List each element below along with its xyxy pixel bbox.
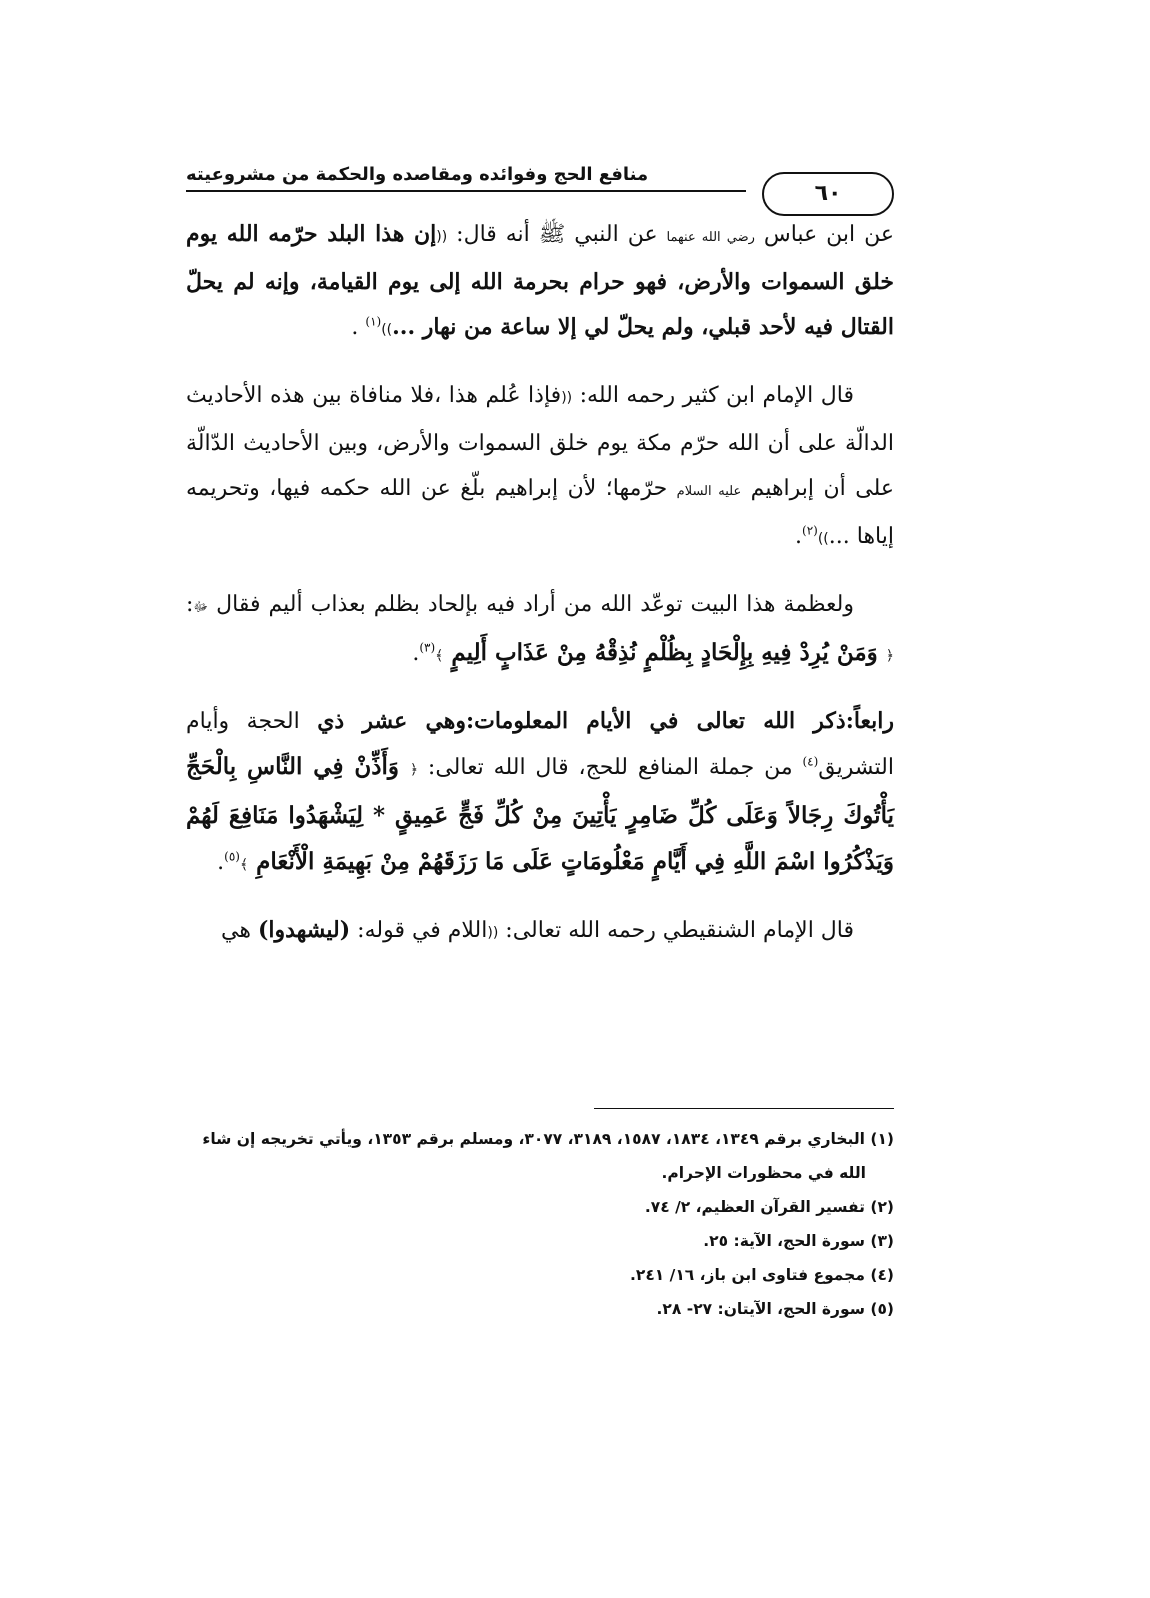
honorific-swt: ﷻ [193, 600, 209, 615]
footnote-ref-3[interactable]: (٣) [419, 640, 436, 655]
footnote-3: (٣) سورة الحج، الآية: ٢٥. [703, 1232, 894, 1250]
footnote-2: (٢) تفسير القرآن العظيم، ٢/ ٧٤. [644, 1198, 894, 1216]
footnote-5: (٥) سورة الحج، الآيتان: ٢٧- ٢٨. [656, 1300, 894, 1318]
paragraph-1: عن ابن عباس رضي الله عنهما عن النبي ﷺ أنه قال: ((إن هذا البلد حرّمه الله يوم خلق السموات والأرض، فهو حرام بحرمة الله إلى يوم القيامة، وإنه لم يحلّ القتال فيه لأحد قبلي، ولم يحلّ لي إلا ساعة من نهار ...))$^{(١)}$ . [186, 221, 894, 340]
quran-verse-1: وَمَنْ يُرِدْ فِيهِ بِإِلْحَادٍ بِظُلْمٍ نُذِقْهُ مِنْ عَذَابٍ أَلِيمٍ [443, 639, 886, 666]
honorific-as: عليه السلام [676, 484, 742, 499]
footnotes [186, 1122, 894, 1326]
footnote-ref-4[interactable]: (٤) [802, 754, 819, 769]
footnote-ref-2[interactable]: (٢) [802, 523, 818, 538]
running-header [186, 160, 894, 206]
footnote-1: (١) البخاري برقم ١٣٤٩، ١٨٣٤، ١٥٨٧، ٣١٨٩، ٣٠٧٧، ومسلم برقم ١٣٥٣، ويأتي تخريجه إن شاء الله في محظورات الإحرام. [202, 1130, 894, 1182]
footnote-4: (٤) مجموع فتاوى ابن باز، ١٦/ ٢٤١. [629, 1266, 894, 1284]
footnote-ref-1[interactable]: (١) [365, 314, 382, 329]
header-rule [186, 190, 746, 192]
main-text [186, 212, 894, 976]
page-number: ٦٠ [762, 172, 894, 216]
honorific-ra: رضي الله عنهما [666, 230, 755, 245]
hadith-quote: إن هذا البلد حرّمه الله يوم خلق السموات والأرض، فهو حرام بحرمة الله إلى يوم القيامة، وإنه لم يحلّ القتال فيه لأحد قبلي، ولم يحلّ لي إلا ساعة من نهار ... [186, 221, 894, 340]
paragraph-4: رابعاً:ذكر الله تعالى في الأيام المعلومات:وهي عشر ذي الحجة وأيام التشريق$^{(٤)}$ من جملة المنافع للحج، قال الله تعالى: ﴿ وَأَذِّنْ فِي النَّاسِ بِالْحَجِّ يَأْتُوكَ رِجَالاً وَعَلَى كُلِّ ضَامِرٍ يَأْتِينَ مِنْ كُلِّ فَجٍّ عَمِيقٍ * لِيَشْهَدُوا مَنَافِعَ لَهُمْ وَيَذْكُرُوا اسْمَ اللَّهِ فِي أَيَّامٍ مَعْلُومَاتٍ عَلَى مَا رَزَقَهُمْ مِنْ بَهِيمَةِ الْأَنْعَامِ ﴾$^{(٥)}$. [186, 708, 894, 875]
book-page [186, 150, 894, 1550]
footnote-ref-5[interactable]: (٥) [224, 849, 240, 864]
footnote-separator [594, 1108, 894, 1109]
paragraph-5: قال الإمام الشنقيطي رحمه الله تعالى: ((اللام في قوله: (ليشهدوا) هي [221, 917, 854, 943]
paragraph-2: قال الإمام ابن كثير رحمه الله: ((فإذا عُلم هذا ،فلا منافاة بين هذه الأحاديث الدالّة على أن الله حرّم مكة يوم خلق السموات والأرض، وبين الأحاديث الدّالّة على أن إبراهيم عليه السلام حرّمها؛ لأن إبراهيم بلّغ عن الله حكمه فيها، وتحريمه إياها ...))$^{(٢)}$. [186, 383, 895, 549]
paragraph-3: ولعظمة هذا البيت توعّد الله من أراد فيه بإلحاد بظلم بعذاب أليم فقال ﷻ: ﴿ وَمَنْ يُرِدْ فِيهِ بِإِلْحَادٍ بِظُلْمٍ نُذِقْهُ مِنْ عَذَابٍ أَلِيمٍ ﴾$^{(٣)}$. [186, 592, 894, 666]
quran-verse-2: وَأَذِّنْ فِي النَّاسِ بِالْحَجِّ يَأْتُوكَ رِجَالاً وَعَلَى كُلِّ ضَامِرٍ يَأْتِينَ مِنْ كُلِّ فَجٍّ عَمِيقٍ * لِيَشْهَدُوا مَنَافِعَ لَهُمْ وَيَذْكُرُوا اسْمَ اللَّهِ فِي أَيَّامٍ مَعْلُومَاتٍ عَلَى مَا رَزَقَهُمْ مِنْ بَهِيمَةِ الْأَنْعَامِ [186, 753, 894, 875]
section-heading: رابعاً:ذكر الله تعالى في الأيام المعلومات:وهي عشر ذي [317, 708, 894, 734]
salawat-glyph: ﷺ [538, 222, 566, 247]
header-title: منافع الحج وفوائده ومقاصده والحكمة من مشروعيته [186, 164, 649, 185]
